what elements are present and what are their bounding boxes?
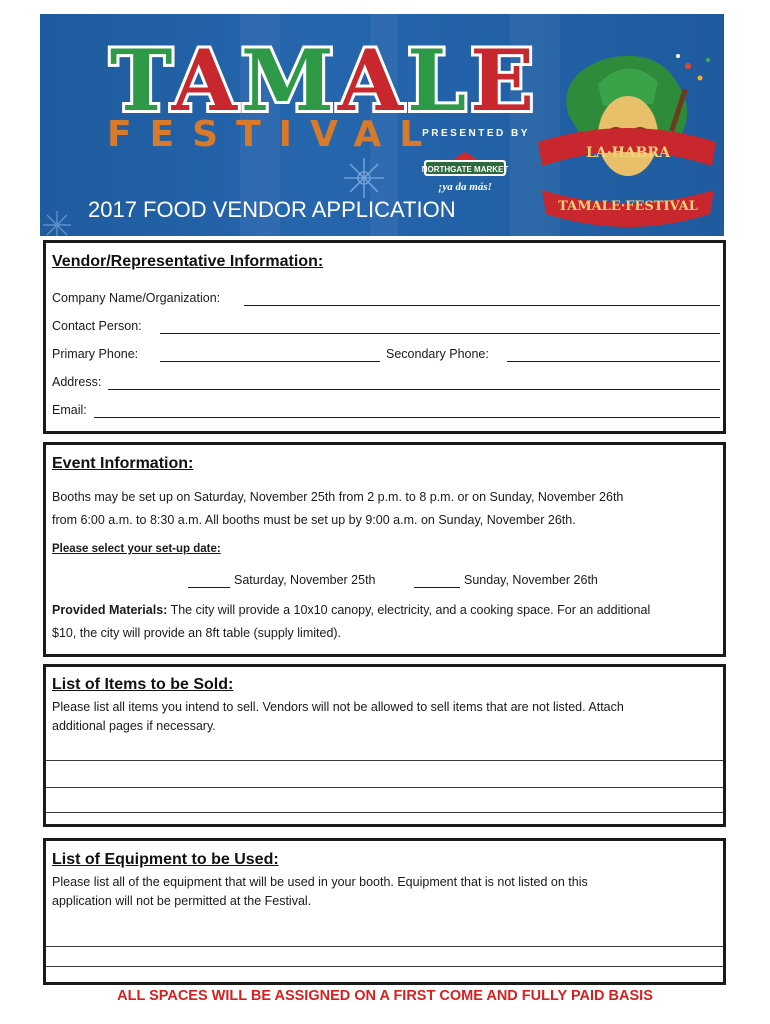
secondary-phone-label: Secondary Phone: (386, 347, 489, 361)
event-info-section (43, 442, 726, 657)
vendor-info-section (43, 240, 726, 434)
email-label: Email: (52, 403, 87, 417)
assignment-notice: ALL SPACES WILL BE ASSIGNED ON A FIRST COME AND FULLY PAID BASIS (117, 988, 653, 1004)
items-description-line: Please list all items you intend to sell. Vendors will not be allowed to sell items that are not listed. Attach (52, 700, 624, 714)
items-description-line: additional pages if necessary. (52, 719, 216, 733)
company-name-field[interactable] (244, 305, 720, 306)
tamale-letter: A (337, 31, 408, 128)
tamale-letter: L (407, 31, 471, 128)
provided-materials-detail: The city will provide a 10x10 canopy, electricity, and a cooking space. For an additional (167, 603, 651, 617)
saturday-option-label: Saturday, November 25th (234, 573, 376, 587)
email-field[interactable] (94, 417, 720, 418)
sunday-option-label: Sunday, November 26th (464, 573, 598, 587)
saturday-option-blank[interactable] (188, 587, 230, 588)
primary-phone-label: Primary Phone: (52, 347, 139, 361)
application-title: 2017 FOOD VENDOR APPLICATION (88, 197, 456, 222)
address-label: Address: (52, 375, 102, 389)
contact-person-label: Contact Person: (52, 319, 142, 333)
secondary-phone-field[interactable] (507, 361, 720, 362)
la-habra-tamale-festival-logo (528, 44, 724, 232)
northgate-market-logo (418, 150, 512, 198)
equipment-entry-line[interactable] (46, 966, 723, 967)
items-entry-line[interactable] (46, 787, 723, 788)
provided-materials-label: Provided Materials: (52, 603, 168, 617)
snowflake-icon (342, 156, 386, 200)
header-banner (40, 14, 724, 236)
equipment-section-heading: List of Equipment to be Used: (52, 851, 279, 868)
primary-phone-field[interactable] (160, 361, 380, 362)
tamale-letter: T (109, 31, 172, 128)
snowflake-icon (42, 210, 72, 236)
svg-text:NORTHGATE MARKET: NORTHGATE MARKET (421, 165, 509, 174)
address-field[interactable] (108, 389, 720, 390)
company-name-label: Company Name/Organization: (52, 291, 221, 305)
items-section-heading: List of Items to be Sold: (52, 676, 234, 693)
equipment-section (43, 838, 726, 985)
equipment-entry-line[interactable] (46, 946, 723, 947)
festival-logo-text: FESTIVAL (107, 114, 441, 155)
provided-materials-text (52, 603, 650, 617)
items-entry-line[interactable] (46, 812, 723, 813)
event-description-line: from 6:00 a.m. to 8:30 a.m. All booths must be set up by 9:00 a.m. on Sunday, November 26th. (52, 513, 576, 527)
tamale-letter: M (240, 31, 338, 128)
tamale-logo-wordmark (84, 28, 564, 128)
svg-text:LA·HABRA: LA·HABRA (586, 145, 670, 161)
presented-by-label: PRESENTED BY (422, 128, 530, 139)
setup-date-prompt: Please select your set-up date: (52, 543, 221, 555)
contact-person-field[interactable] (160, 333, 720, 334)
provided-materials-text: $10, the city will provide an 8ft table (supply limited). (52, 626, 342, 640)
items-to-sell-section (43, 664, 726, 827)
svg-text:¡ya da más!: ¡ya da más! (438, 181, 492, 193)
equipment-description-line: Please list all of the equipment that will be used in your booth. Equipment that is not listed on this (52, 875, 588, 889)
event-description-line: Booths may be set up on Saturday, November 25th from 2 p.m. to 8 p.m. or on Sunday, November 26th (52, 490, 624, 504)
tamale-letter: A (171, 31, 241, 128)
vendor-section-heading: Vendor/Representative Information: (52, 253, 324, 270)
sunday-option-blank[interactable] (414, 587, 460, 588)
tamale-letter: E (470, 31, 539, 128)
svg-text:TAMALE·FESTIVAL: TAMALE·FESTIVAL (558, 199, 698, 214)
items-entry-line[interactable] (46, 760, 723, 761)
equipment-description-line: application will not be permitted at the Festival. (52, 894, 312, 908)
event-section-heading: Event Information: (52, 455, 194, 472)
